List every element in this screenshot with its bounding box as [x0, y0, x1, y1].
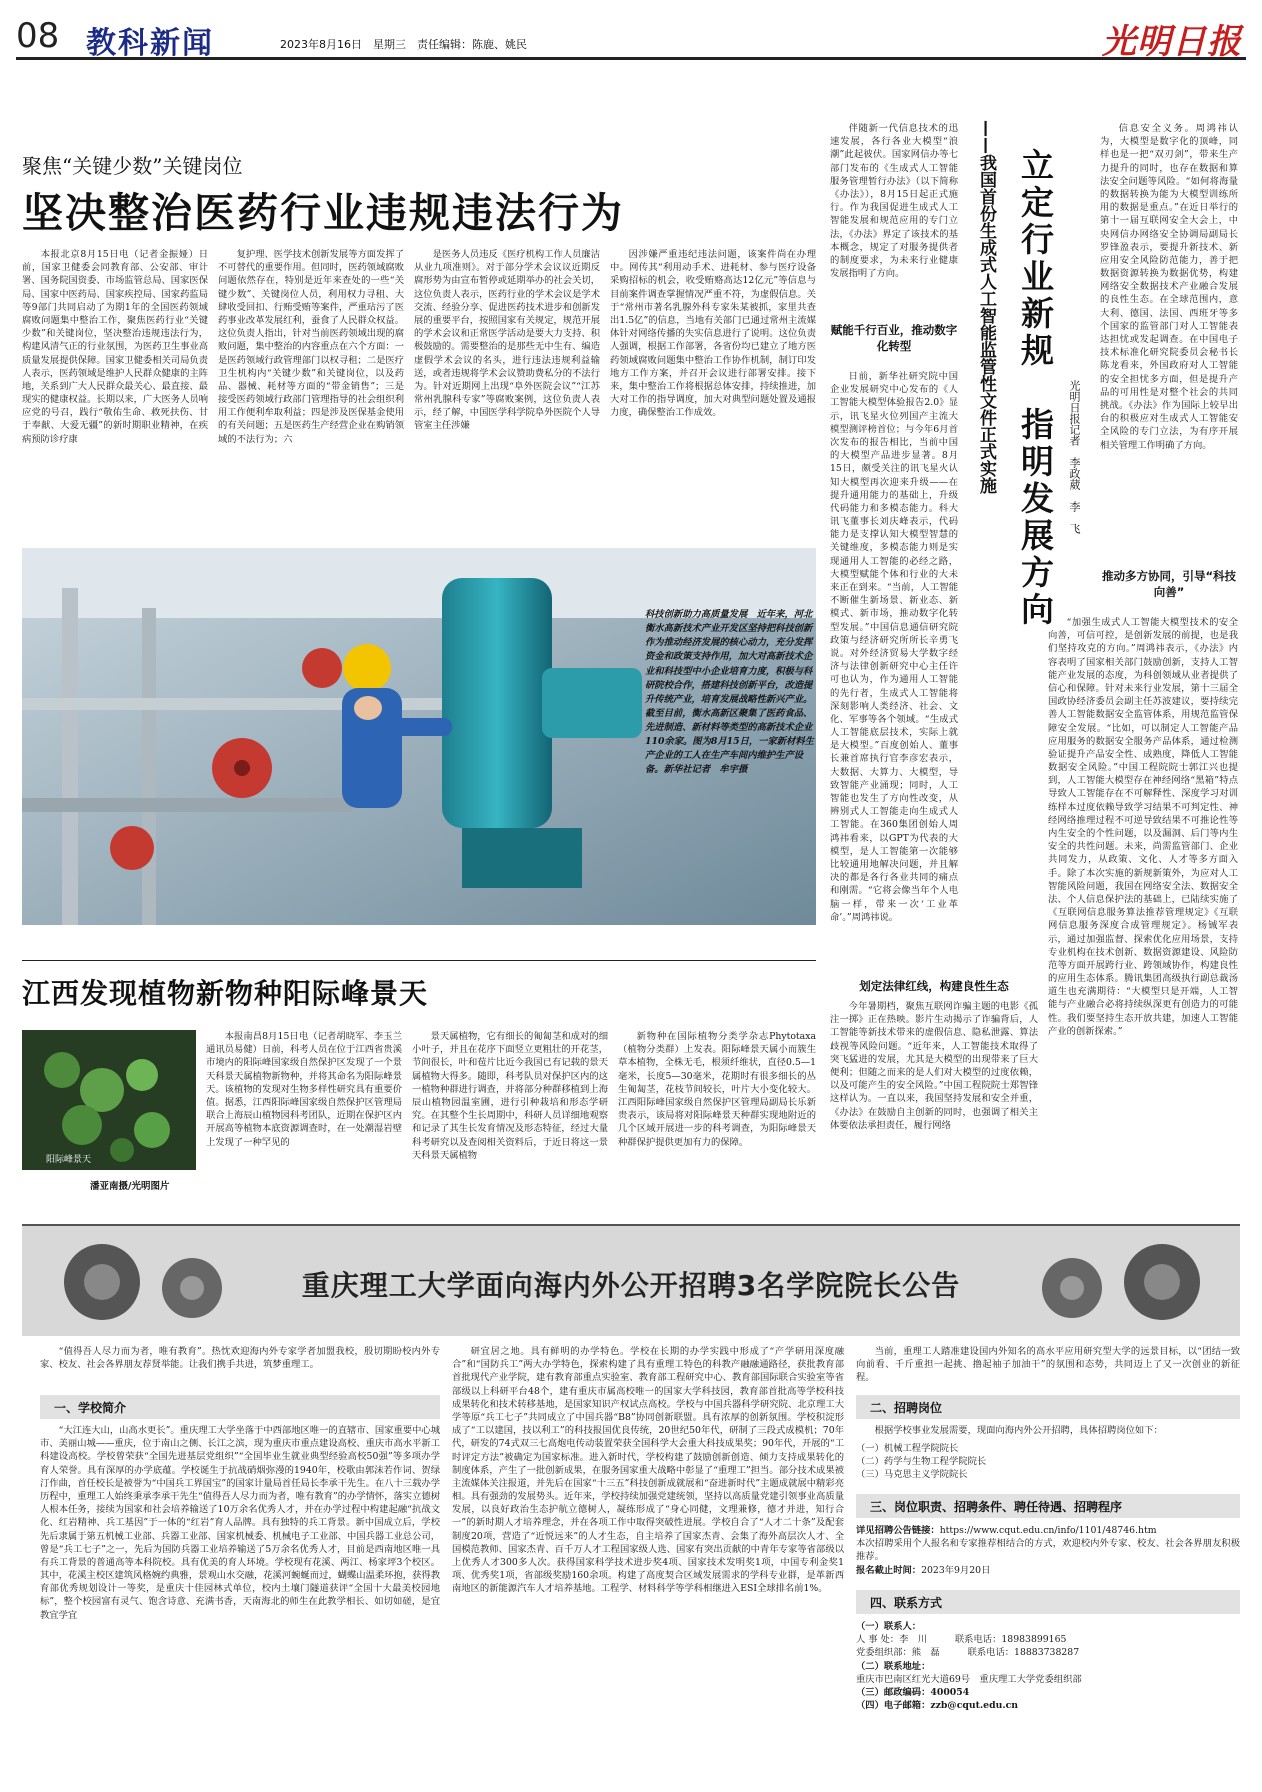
section-title: 教科新闻	[86, 26, 214, 61]
plant-col-1: 本报南昌8月15日电（记者胡晓军、李玉兰 通讯员易健）日前，科考人员在位于江西省贵溪市境内的阳际峰国家级自然保护区发现了一个景天科景天属植物新物种，并将其命名为阳际峰景天。该植物的发现对生物多样性研究具有重要价值。据悉，江西阳际峰国家级自然保护区管理局联合上海辰山植物园科考团队，近期在保护区内开展高等植物本底资源调查时，在一处潮湿岩壁上发现了一种罕见的	[206, 1031, 412, 1148]
plant-photo-label: 阳际峰景天	[46, 1155, 92, 1165]
ai-intro: 伴随新一代信息技术的迅速发展，各行各业大模型“浪潮”此起彼伏。国家网信办等七部门发布的《生成式人工智能服务管理暂行办法》（以下简称《办法》），8月15日起正式施行。作为我国促进生成式人工智能发展和规范应用的专门立法，《办法》界定了该技术的基本概念，规定了对服务提供者的制度要求，为未来行业健康发展指明了方向。	[830, 123, 958, 280]
positions-list	[856, 1442, 1240, 1492]
lead-headline: 坚决整治医药行业违规违法行为	[22, 189, 624, 237]
plant-illustration	[22, 1030, 196, 1170]
divider-line	[22, 960, 816, 961]
ad-section-4: 四、联系方式	[856, 1590, 1240, 1614]
ad-section-2: 二、招聘岗位	[856, 1395, 1240, 1419]
ai-col-1c: 今年暑期档，聚焦互联网诈骗主题的电影《孤注一掷》正在热映。影片生动揭示了诈骗背后，人工智能等新技术带来的虚假信息、隐私泄露、算法歧视等风险问题。“近年来，人工智能技术取得了突飞猛进的发展，尤其是大模型的出现带来了巨大便利；但随之而来的是人们对大模型的过度依赖，以及可能产生的安全风险。”中国工程院院士郑智锋这样认为。一直以来，我国坚持发展和安全并重，《办法》在鼓励自主创新的同时，也强调了相关主体要依法承担责任，履行网络	[830, 1001, 1038, 1131]
lead-col-4: 因涉嫌严重违纪违法问题，该案件尚在办理中。网传其“利用动手术、进耗材、参与医疗设备采购招标的机会，收受贿赂高达12亿元”等信息与目前案件调查掌握情况严重不符，为虚假信息。关于“常州市著名乳腺外科专家朱某被抓，家里共查出1.5亿”的信息，当地有关部门已通过常州主流媒体针对网络传播的失实信息进行了说明。这位负责人强调，根据工作部署，各省份均已建立了地方医药领域腐败问题集中整治工作协作机制，制订印发地方工作方案，并召开会议进行部署安排。接下来，集中整治工作将根据总体安排，持续推进，加大对工作的指导调度，加大对典型问题处置及通报力度，确保整治工作成效。	[610, 249, 816, 419]
page-number: 08	[16, 16, 60, 56]
lead-kicker: 聚焦“关键少数”关键岗位	[22, 154, 243, 178]
lead-col-1: 本报北京8月15日电（记者金振娅）日前，国家卫健委会同教育部、公安部、审计署、国务院国资委、市场监管总局、国家医保局、国家中医药局、国家疾控局、国家药监局等9部门共同启动了为期1年的全国医药领域腐败问题集中整治工作，聚焦医药行业“关键少数”和关键岗位，坚决整治违规违法行为，构建风清气正的行业氛围，为医药卫生事业高质量发展提供保障。国家卫健委相关司局负责人表示，医药领域是维护人民群众健康的主阵地，关系到广大人民群众最关心、最直接、最现实的健康权益。长期以来，广大医务人员响应党的号召，践行“敬佑生命、救死扶伤、甘于奉献、大爱无疆”的新时期职业精神，在疾病预防诊疗康	[22, 249, 208, 445]
ad-section-1: 一、学校简介	[40, 1395, 440, 1419]
dateline: 2023年8月16日 星期三 责任编辑：陈鹿、姚民	[280, 38, 527, 51]
position-item: （三）马克思主义学院院长	[856, 1469, 968, 1481]
email[interactable]: （四）电子邮箱：zzb@cqut.edu.cn	[856, 1700, 1019, 1712]
zip-code: （三）邮政编码：400054	[856, 1686, 970, 1698]
plant-col-3: 新物种在国际植物分类学杂志Phytotaxa（植物分类群）上发表。阳际峰景天属小而簇生草本植物，全株无毛，根须纤维状，直径0.5—1毫米，长度5—30毫米，花期时有很多细长的丛生匍匐茎，花枝节间较长，叶片大小变化较大。江西阳际峰国家级自然保护区管理局副局长乐新贵表示，该局将对阳际峰景天种群实现地附近的几个区域开展进一步的科考调查，为阳际峰景天种群保护提供更加有力的保障。	[618, 1031, 816, 1148]
ad-link-block	[856, 1524, 1240, 1584]
ai-subtitle: ——我国首份生成式人工智能监管性文件正式实施	[976, 120, 996, 494]
address: 重庆市巴南区红光大道69号 重庆理工大学党委组织部	[856, 1673, 1082, 1685]
ai-col-1b: 日前，新华社研究院中国企业发展研究中心发布的《人工智能大模型体验报告2.0》显示，讯飞星火位列国产主流大模型测评榜首位；与今年6月首次发布的报告相比，当前中国的大模型产品进步显著。8月15日，颇受关注的讯飞星火认知大模型再次迎来升级——在提升通用能力的基础上，升级代码能力和多模态能力。科大讯飞董事长刘庆峰表示，代码能力是支撑认知大模型智慧的关键维度，多模态能力则是实现通用人工智能的必经之路，大模型赋能个体和行业的大未来正在到来。“当前，人工智能不断催生新场景、新业态、新模式、新市场，推动数字化转型发展。”中国信息通信研究院政策与经济研究所所长辛勇飞说。对外经济贸易大学数字经济与法律创新研究中心主任许可也认为，作为通用人工智能的先行者，生成式人工智能将深刻影响人类经济、社会、文化、军事等各个领域。“生成式人工智能底层技术，实际上就是大模型。”百度创始人、董事长兼首席执行官李彦宏表示，大数据、大算力、大模型，导致智能产业涌现；同时，人工智能也发生了方向性改变，从辨别式人工智能走向生成式人工智能。在360集团创始人周鸿祎看来，以GPT为代表的大模型，是人工智能第一次能够比较通用地解决问题，并且解决的都是各行各业共同的痛点和刚需。“它将会像当年个人电脑一样，带来一次‘工业革命’。”周鸿祎说。	[830, 371, 958, 923]
ai-col-2b: “加强生成式人工智能大模型技术的安全向善，可信可控，是创新发展的前提，也是我们坚持攻克的方向。”周鸿祎表示，《办法》内容表明了国家相关部门鼓励创新，支持人工智能产业发展的态度，为科创领域从业者提供了信心和保障。针对未来行业发展，第十三届全国政协经济委员会副主任苏波建议，要持续完善人工智能数据安全监管体系，用规范监管保障安全发展。“比如，可以制定人工智能产品应用服务的数据安全服务产品体系，通过检测验证提升产品安全性、成熟度，降低人工智能数据安全风险。”中国工程院院士郭江兴也提到，人工智能大模型存在神经网络“黑箱”特点导致人工智能存在不可解释性、深度学习对训练样本过度依赖导致学习结果不可判定性、神经网络推理过程不可逆导致结果不可推论性等内生安全的个性问题，以及漏洞、后门等内生安全的共性问题。未来，尚需监管部门、企业共同发力，从政策、文化、人才等多方面入手。除了本次实施的新规新策外，为应对人工智能风险问题，我国在网络安全法、数据安全法、个人信息保护法的基础上，已陆续实施了《互联网信息服务算法推荐管理规定》《互联网信息服务深度合成管理规定》。杨铖军表示，通过加强监督、探索优化应用场景，支持专业机构在技术创新、数据资源建设、风险防范等方面开展跨行业、跨领域协作，构建良性的应用生态体系。腾讯集团高级执行副总裁汤道生也充满期待：“大模型只是开端，人工智能与产业融合必将持续纵深更有创造力的可能性。我们要坚持生态开放共建，加速人工智能产业的创新探索。”	[1048, 617, 1238, 1037]
ai-headline: 立定行业新规 指明发展方向	[1016, 148, 1055, 629]
position-item: （二）药学与生物工程学院院长	[856, 1456, 987, 1468]
apply-note: 本次招聘采用个人报名和专家推荐相结合的方式，欢迎校内外专家、校友、社会各界朋友积极推荐。	[856, 1538, 1240, 1563]
plant-photo-credit: 潘亚南摄/光明图片	[90, 1181, 170, 1192]
contact-block	[856, 1620, 1240, 1784]
lead-col-2: 复护理、医学技术创新发展等方面发挥了不可替代的重要作用。但同时，医药领域腐败问题依然存在，特别是近年来查处的一些“关键少数”、关键岗位人员，利用权力寻租、大肆收受回扣、行贿受贿等案件，严重玷污了医药事业改革发展红利，蚕食了人民群众权益。这位负责人指出，针对当前医药领域出现的腐败问题，集中整治的内容重点在六个方面：一是医药领域行政管理部门以权寻租；二是医疗卫生机构内“关键少数”和关键岗位，以及药品、器械、耗材等方面的“带金销售”；三是接受医药领域行政部门管理指导的社会组织利用工作便利牟取利益；四是涉及医保基金使用的有关问题；五是医药生产经营企业在购销领域的不法行为；六	[218, 249, 404, 445]
plant-col-2: 景天属植物，它有细长的匍匐茎和成对的细小叶子，并且在花序下面竖立更粗壮的开花茎，节间很长，叶和苞片比近今我国已有记载的景天属植物大得多。随即，科考队员对保护区内的这一植物种群进行调查，并将部分种群移植到上海辰山植物园温室圃，进行引种栽培和形态学研究。在其整个生长周期中，科研人员详细地观察和记录了其生长发育情况及形态特征，经过大量科考研究以及查阅相关资料后，于近日将这一景天科景天属植物	[412, 1031, 608, 1161]
ad-col-1: “大江连大山，山高水更长”。重庆理工大学坐落于中西部地区唯一的直辖市、国家重要中心城市、美丽山城——重庆，位于南山之侧、长江之滨，现为重庆市重点建设高校、重庆市高水平新工科建设高校。学校曾荣获“全国先进基层党组织”“全国毕业生就业典型经验高校50强”等多项办学育人荣誉。具有深厚的办学底蕴。学校诞生于抗战硝烟弥漫的1940年，校歌由郭沫若作词、贺绿汀作曲，首任校长是被誉为“中国兵工界国宝”的国家计量局首任局长李承干先生。在八十三载办学历程中，重理工人始终秉承李承干先生“值得吾人尽力而为者，唯有教育”的办学情怀，落实立德树人根本任务，接续为国家和社会培养输送了10万余名优秀人才，并在办学过程中构建起融“抗战文化、红岩精神、兵工基因”于一体的“红岩”育人品牌。具有独特的兵工背景。新中国成立后，学校先后隶属于第五机械工业部、兵器工业部、国家机械委、机械电子工业部、中国兵器工业总公司，曾是“兵工七子”之一，先后为国防兵器工业培养输送了5万余名优秀人才，目前是西南地区唯一具有兵工背景的普通高等本科院校。具有优美的育人环境。学校现有花溪、两江、杨家坪3个校区。其中，花溪主校区建筑风格婉约典雅，景观山水交融，花溪河蜿蜒而过，蝴蝶山温柔环抱，获得教育部优秀规划设计一等奖，是重庆十佳园林式单位，校内土壤门隧道获评“全国十大最美校园地标”，整个校园富有灵气、饱含诗意、充满书香，天南海北的师生在此教学相长、如切如磋，是宜教宜学宜	[40, 1425, 440, 1621]
ai-subhead-2: 划定法律红线，构建良性生态	[859, 979, 1009, 993]
positions-intro: 根据学校事业发展需要，现面向海内外公开招聘，具体招聘岗位如下：	[874, 1425, 1163, 1436]
deadline-value: 2023年9月20日	[921, 1564, 991, 1576]
ai-subhead-1: 赋能千行百业，推动数字化转型	[830, 323, 958, 353]
address-heading: （二）联系地址：	[856, 1660, 931, 1672]
ai-col-2a: 信息安全义务。周鸿祎认为，大模型是数字化的顶峰，同样也是一把“双刃剑”，带来生产力提升的同时，也存在数据和算法安全问题等风险。“如何将海量的数据转换为能为大模型训练所用的数据是重点。”在近日举行的第十一届互联网安全大会上，中央网信办网络安全协调局副局长罗锋盈表示，要提升新技术、新应用安全风险防范能力，善于把数据资源转换为数据优势，构建网络安全数据技术产业融合发展的良性生态。在全球范围内，意大利、德国、法国、西班牙等多个国家的监管部门对人工智能表达担忧或发起调查。在中国电子技术标准化研究院委员会秘书长陈龙看来，外国政府对人工智能的安全担忧多方面，但是提升产品的可用性是对整个社会的共同挑战。《办法》作为国际上较早出台的积极应对生成式人工智能安全风险的专门立法，为有序开展相关管理工作明确了方向。	[1100, 123, 1238, 451]
contact-line: 人 事 处：李 川 联系电话：18983899165	[856, 1634, 1067, 1646]
lead-col-3: 是医务人员违反《医疗机构工作人员廉洁从业九项准则》。对于部分学术会议议近期反腐形势为由宣布暂停或延期举办的社会关切，这位负责人表示，医药行业的学术会议是学术交流、经验分享、促进医药技术进步和创新发展的重要平台，按照国家有关规定，规范开展的学术会议和正常医学活动是要大力支持、积极鼓励的。需要整治的是那些无中生有、编造虚假学术会议的名头，进行违法违规利益输送，或者违规将学术会议赞助费私分的不法行为。针对近期网上出现“阜外医院会议”“江苏常州乳腺科专家”等腐败案例，这位负责人表示，经了解，中国医学科学院阜外医院个人导管室主任涉嫌	[414, 249, 600, 432]
ad-section-3: 三、岗位职责、招聘条件、聘任待遇、招聘程序	[856, 1494, 1240, 1518]
recruit-link[interactable]: https://www.cqut.edu.cn/info/1101/48746.htm	[939, 1525, 1157, 1536]
plant-photo	[22, 1030, 196, 1170]
plant-headline: 江西发现植物新物种阳际峰景天	[22, 977, 429, 1010]
photo-caption: 科技创新助力高质量发展 近年来，河北衡水高新技术产业开发区坚持把科技创新作为推动经济发展的核心动力，充分发挥资金和政策支持作用，加大对高新技术企业和科技型中小企业培育力度，积极与科研院校合作，搭建科技创新平台，改造提升传统产业，培育发展战略性新兴产业。截至目前，衡水高新区聚集了医药食品、先进制造、新材料等类型的高新技术企业110余家。图为8月15日，一家新材料生产企业的工人在生产车间内维护生产设备。新华社记者 牟宇摄	[645, 609, 814, 776]
ad-intro: “值得吾人尽力而为者，唯有教育”。热忱欢迎海内外专家学者加盟我校，殷切期盼校内外专家、校友、社会各界朋友荐贤举能。让我们携手共进，筑梦重理工。	[40, 1346, 440, 1371]
ad-title: 重庆理工大学面向海内外公开招聘3名学院院长公告	[301, 1269, 961, 1302]
ad-banner	[22, 1224, 1240, 1336]
newspaper-logo: 光明日报	[1102, 22, 1242, 62]
masthead	[16, 14, 1246, 60]
deadline-label: 报名截止时间：	[856, 1564, 922, 1576]
ad-col-3-intro: 当前，重理工人踏准建设国内外知名的高水平应用研究型大学的远景目标，以“团结一致向前看、千斤重担一起挑、撸起袖子加油干”的氛围和态势，共同迈上了又一次创业的新征程。	[856, 1346, 1240, 1384]
link-label: 详见招聘公告链接：	[856, 1525, 940, 1536]
ai-byline: 光明日报记者 李政葳 李 飞	[1068, 380, 1081, 534]
contact-heading: （一）联系人：	[856, 1621, 922, 1632]
ad-col-2: 研宜居之地。具有鲜明的办学特色。学校在长期的办学实践中形成了“产学研用深度融合”和“国防兵工”两大办学特色，探索构建了具有重理工特色的科教产融融通路径，获批教育部首批现代产业学院，建有教育部重点实验室、教育部工程研究中心、教育部国际联合实验室等省部级以上科研平台48个，建有重庆市属高校唯一的国家大学科技园，教育部首批高等学校科技成果转化和技术转移基地，是国家知识产权试点高校。学校与中国兵器科学研究院、北京理工大学等原“兵工七子”共同成立了中国兵器“B8”协同创新联盟。具有浓厚的创新氛围。学校积淀形成了“工以建国，技以利工”的科技报国优良传统，20世纪50年代，研制了三段式成模机；70年代，研发的74式双三七高炮电传动装置荣获全国科学大会重大科技成果奖；90年代，开展的“工时评定方法”被确定为国家标准。进入新时代，学校构建了鼓励创新创造、倾力支持成果转化的制度体系，产生了一批创新成果，在服务国家重大战略中彰显了“重理工”担当。部分技术成果被主流媒体关注报道，并先后在国家“十三五”科技创新成就展和“奋进新时代”主题成就展中精彩亮相。具有强劲的发展势头。近年来，学校持续加强党建统领，坚持以高质量党建引领事业高质量发展，以良好政治生态护航立德树人，凝练形成了“身心同健，文理兼修，德才并进，知行合一”的新时期人才培养理念，并在各项工作中取得突破性进展。学校自合了“人才二十条”及配套制度20项，营造了“近悦远来”的人才生态，自主培养了国家杰青、会集了海外高层次人才、全国模范教师、国家杰青、百千万人才工程国家级人选、国家有突出贡献的中青年专家等省部级以上优秀人才300多人次。获得国家科学技术进步奖4项、国家技术发明奖1项，中国专利金奖1项、优秀奖1项，省部级奖励160余项。构建了高度契合区域发展需求的学科专业群，是革新西南地区的新能源汽车人才培养基地。工程学、材料科学等学科相继进入ESI全球排名前1%。	[452, 1346, 844, 1595]
contact-line: 党委组织部：熊 磊 联系电话：18883738287	[856, 1647, 1080, 1659]
ai-subhead-3: 推动多方协同，引导“科技向善”	[1101, 569, 1237, 599]
position-item: （一）机械工程学院院长	[856, 1443, 959, 1454]
